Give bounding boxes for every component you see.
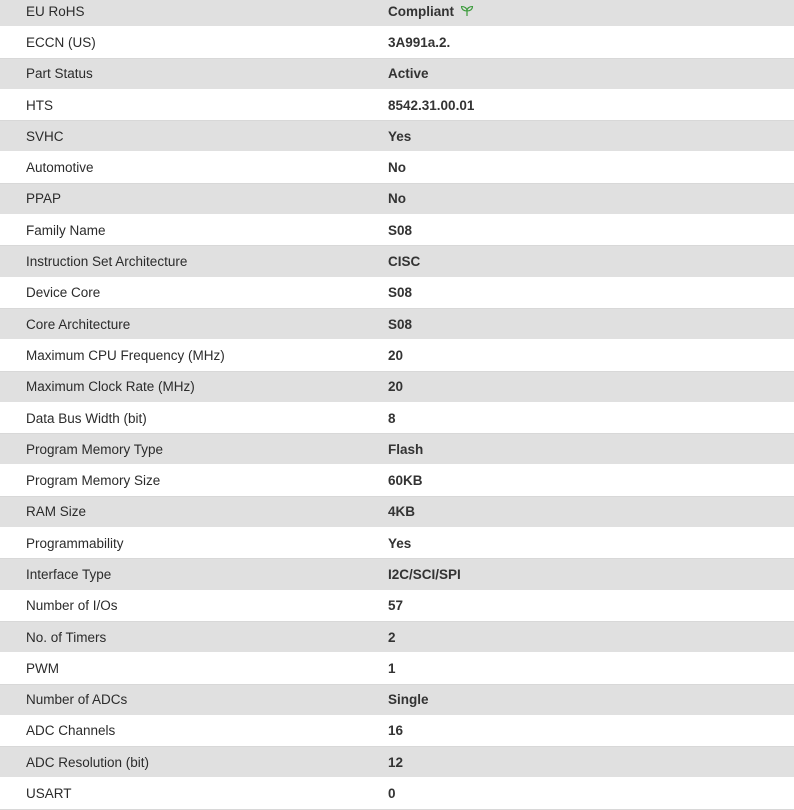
spec-label: Number of I/Os — [26, 598, 118, 614]
spec-value: S08 — [388, 285, 413, 301]
spec-label: Data Bus Width (bit) — [26, 410, 147, 426]
spec-value: Active — [388, 66, 429, 82]
spec-label: Family Name — [26, 222, 106, 238]
spec-value: 20 — [388, 379, 404, 395]
spec-label: ADC Channels — [26, 723, 116, 739]
spec-row — [0, 309, 794, 340]
spec-value: 1 — [388, 660, 396, 676]
spec-label: Programmability — [26, 535, 124, 551]
spec-value: 57 — [388, 598, 404, 614]
spec-value: CISC — [388, 254, 421, 270]
spec-label: ECCN (US) — [26, 34, 96, 50]
spec-row — [0, 184, 794, 215]
spec-row — [0, 0, 794, 27]
spec-value: 16 — [388, 723, 404, 739]
spec-row — [0, 465, 794, 496]
spec-label: HTS — [26, 97, 53, 113]
spec-value: S08 — [388, 316, 413, 332]
spec-value: 4KB — [388, 504, 416, 520]
spec-value: 60KB — [388, 473, 423, 489]
spec-value: Yes — [388, 128, 412, 144]
spec-row — [0, 340, 794, 371]
spec-row — [0, 528, 794, 559]
spec-row — [0, 434, 794, 465]
spec-row — [0, 497, 794, 528]
spec-row — [0, 716, 794, 747]
spec-value: I2C/SCI/SPI — [388, 566, 461, 582]
spec-label: Device Core — [26, 285, 101, 301]
spec-row — [0, 27, 794, 58]
spec-row — [0, 90, 794, 121]
spec-label: Maximum Clock Rate (MHz) — [26, 379, 195, 395]
spec-value: Flash — [388, 441, 424, 457]
spec-row — [0, 591, 794, 622]
spec-value: 3A991a.2. — [388, 34, 451, 50]
spec-label: Interface Type — [26, 566, 112, 582]
leaf-icon — [460, 5, 474, 17]
spec-row — [0, 685, 794, 716]
spec-label: No. of Timers — [26, 629, 107, 645]
spec-label: Number of ADCs — [26, 692, 128, 708]
spec-label: Core Architecture — [26, 316, 131, 332]
spec-label: PPAP — [26, 191, 62, 207]
spec-row — [0, 622, 794, 653]
spec-label: USART — [26, 786, 72, 802]
spec-row — [0, 403, 794, 434]
spec-value: 8 — [388, 410, 396, 426]
spec-row — [0, 59, 794, 90]
spec-label: Program Memory Type — [26, 441, 164, 457]
spec-value: No — [388, 160, 406, 176]
spec-row — [0, 121, 794, 152]
spec-row — [0, 246, 794, 277]
spec-row — [0, 747, 794, 778]
spec-label: EU RoHS — [26, 3, 85, 19]
spec-value — [388, 4, 794, 19]
spec-value: 2 — [388, 629, 396, 645]
spec-value: 0 — [388, 786, 396, 802]
spec-row — [0, 372, 794, 403]
spec-row — [0, 653, 794, 684]
spec-row — [0, 215, 794, 246]
spec-value-text: Compliant — [388, 3, 454, 19]
spec-row — [0, 778, 794, 809]
spec-value: S08 — [388, 222, 413, 238]
spec-label: Automotive — [26, 160, 94, 176]
spec-label: Maximum CPU Frequency (MHz) — [26, 347, 225, 363]
spec-label: SVHC — [26, 128, 64, 144]
spec-label: Part Status — [26, 66, 93, 82]
spec-value: Yes — [388, 535, 412, 551]
spec-label: Program Memory Size — [26, 473, 161, 489]
spec-row — [0, 152, 794, 183]
spec-label: ADC Resolution (bit) — [26, 754, 150, 770]
spec-value: No — [388, 191, 406, 207]
spec-value: 12 — [388, 754, 404, 770]
spec-value: 8542.31.00.01 — [388, 97, 475, 113]
spec-row — [0, 278, 794, 309]
spec-row — [0, 559, 794, 590]
spec-value: 20 — [388, 347, 404, 363]
spec-value: Single — [388, 692, 429, 708]
spec-label: PWM — [26, 660, 59, 676]
spec-label: Instruction Set Architecture — [26, 254, 188, 270]
spec-label: RAM Size — [26, 504, 87, 520]
